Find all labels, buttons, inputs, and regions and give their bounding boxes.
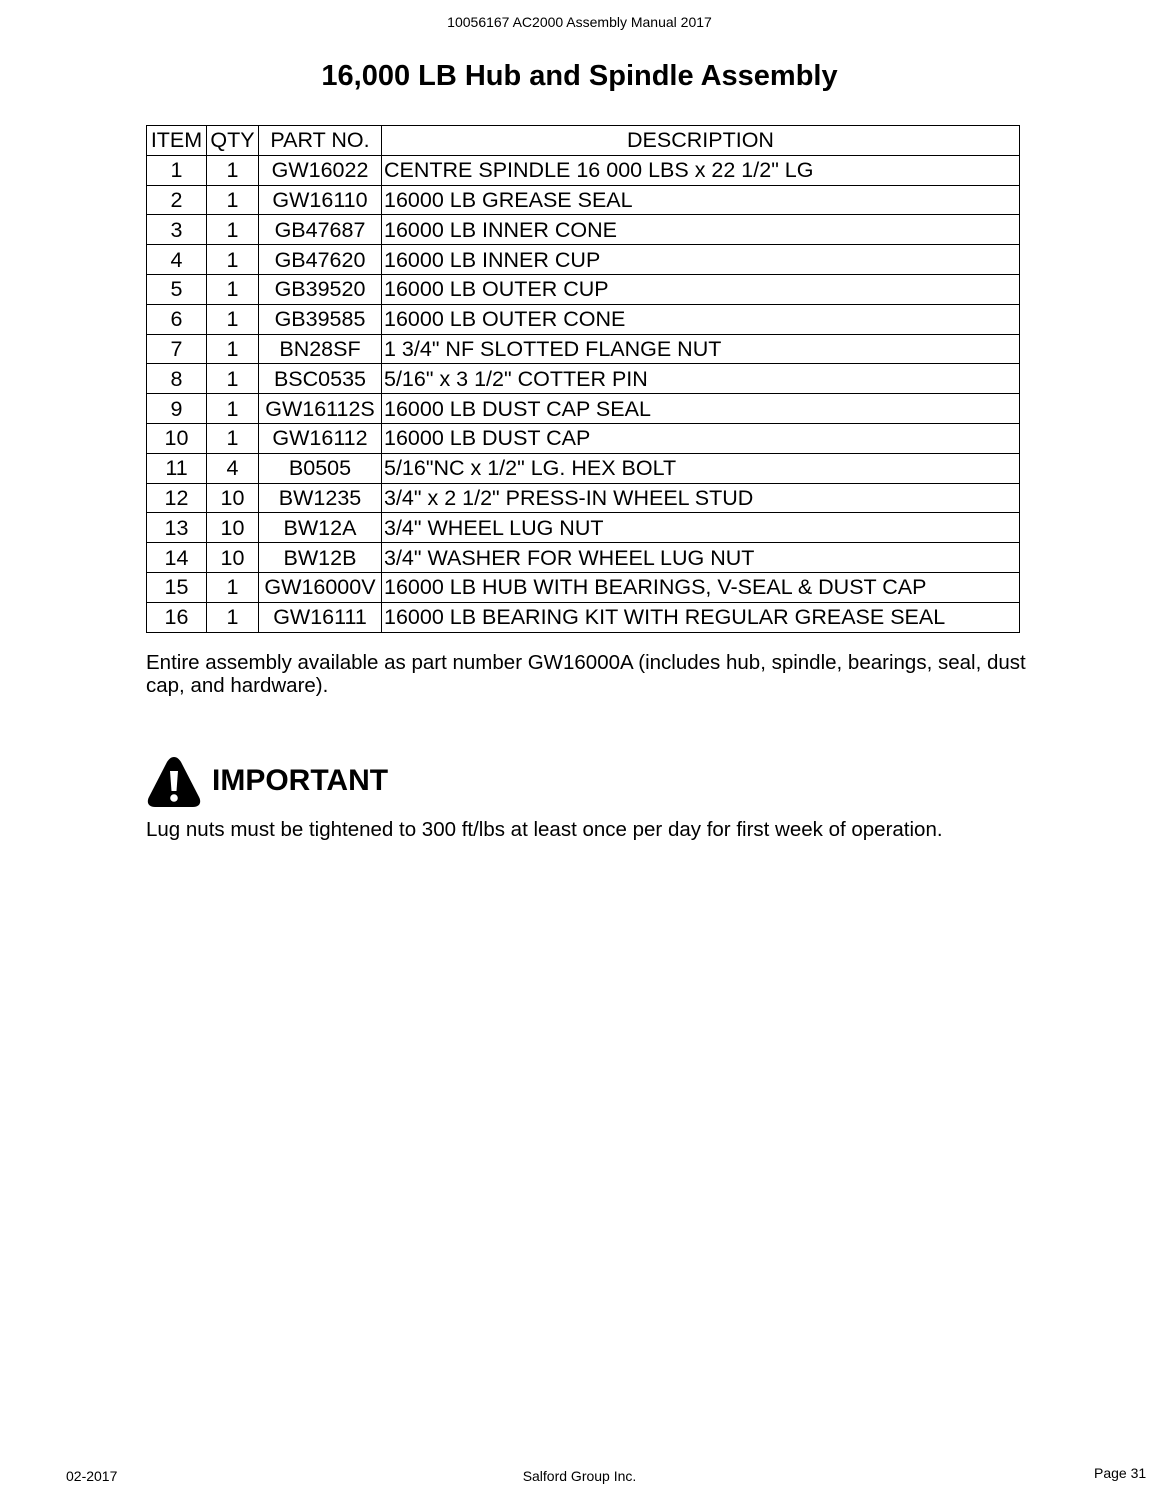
cell-description: 16000 LB INNER CUP xyxy=(382,245,1020,275)
cell-item: 9 xyxy=(147,394,207,424)
parts-table xyxy=(146,125,1020,633)
cell-qty: 1 xyxy=(207,155,259,185)
cell-part-no: GW16112S xyxy=(259,394,382,424)
cell-item: 10 xyxy=(147,423,207,453)
cell-part-no: GW16110 xyxy=(259,185,382,215)
cell-description: 3/4" x 2 1/2" PRESS-IN WHEEL STUD xyxy=(382,483,1020,513)
table-row xyxy=(147,155,1020,185)
table-row xyxy=(147,394,1020,424)
cell-item: 15 xyxy=(147,572,207,602)
column-header-qty: QTY xyxy=(207,126,259,156)
cell-description: 16000 LB BEARING KIT WITH REGULAR GREASE SEAL xyxy=(382,602,1020,632)
important-text: Lug nuts must be tightened to 300 ft/lbs at least once per day for first week of operation. xyxy=(146,818,943,841)
cell-item: 12 xyxy=(147,483,207,513)
cell-part-no: GW16112 xyxy=(259,423,382,453)
cell-item: 8 xyxy=(147,364,207,394)
column-header-part-no: PART NO. xyxy=(259,126,382,156)
cell-part-no: BN28SF xyxy=(259,334,382,364)
cell-qty: 10 xyxy=(207,483,259,513)
table-row xyxy=(147,602,1020,632)
cell-part-no: GW16111 xyxy=(259,602,382,632)
cell-description: 16000 LB DUST CAP xyxy=(382,423,1020,453)
cell-description: 5/16"NC x 1/2" LG. HEX BOLT xyxy=(382,453,1020,483)
cell-item: 5 xyxy=(147,274,207,304)
table-row xyxy=(147,215,1020,245)
cell-qty: 1 xyxy=(207,304,259,334)
cell-qty: 1 xyxy=(207,602,259,632)
cell-qty: 10 xyxy=(207,543,259,573)
cell-part-no: GB39585 xyxy=(259,304,382,334)
cell-part-no: GB47620 xyxy=(259,245,382,275)
cell-part-no: BW12A xyxy=(259,513,382,543)
cell-part-no: GW16000V xyxy=(259,572,382,602)
footer-date: 02-2017 xyxy=(66,1468,118,1484)
table-row xyxy=(147,304,1020,334)
cell-item: 7 xyxy=(147,334,207,364)
cell-item: 4 xyxy=(147,245,207,275)
cell-qty: 4 xyxy=(207,453,259,483)
document-header: 10056167 AC2000 Assembly Manual 2017 xyxy=(447,14,712,30)
cell-item: 16 xyxy=(147,602,207,632)
cell-part-no: GW16022 xyxy=(259,155,382,185)
cell-qty: 1 xyxy=(207,215,259,245)
footer-company: Salford Group Inc. xyxy=(522,1468,637,1484)
cell-part-no: BSC0535 xyxy=(259,364,382,394)
cell-description: 16000 LB HUB WITH BEARINGS, V-SEAL & DUST CAP xyxy=(382,572,1020,602)
cell-description: 16000 LB DUST CAP SEAL xyxy=(382,394,1020,424)
table-row xyxy=(147,423,1020,453)
table-row xyxy=(147,543,1020,573)
cell-description: 1 3/4" NF SLOTTED FLANGE NUT xyxy=(382,334,1020,364)
cell-qty: 1 xyxy=(207,423,259,453)
cell-qty: 1 xyxy=(207,274,259,304)
cell-item: 14 xyxy=(147,543,207,573)
footer-page-number: Page 31 xyxy=(1094,1465,1147,1481)
cell-description: 16000 LB OUTER CUP xyxy=(382,274,1020,304)
table-row xyxy=(147,274,1020,304)
cell-description: 5/16" x 3 1/2" COTTER PIN xyxy=(382,364,1020,394)
table-row xyxy=(147,572,1020,602)
cell-qty: 1 xyxy=(207,394,259,424)
column-header-item: ITEM xyxy=(147,126,207,156)
cell-item: 13 xyxy=(147,513,207,543)
cell-description: 3/4" WASHER FOR WHEEL LUG NUT xyxy=(382,543,1020,573)
cell-item: 6 xyxy=(147,304,207,334)
column-header-description: DESCRIPTION xyxy=(382,126,1020,156)
cell-description: 3/4" WHEEL LUG NUT xyxy=(382,513,1020,543)
cell-part-no: GB39520 xyxy=(259,274,382,304)
table-header-row xyxy=(147,126,1020,156)
cell-part-no: GB47687 xyxy=(259,215,382,245)
cell-qty: 1 xyxy=(207,572,259,602)
table-row xyxy=(147,364,1020,394)
table-row xyxy=(147,513,1020,543)
cell-part-no: B0505 xyxy=(259,453,382,483)
cell-qty: 1 xyxy=(207,364,259,394)
important-heading: IMPORTANT xyxy=(212,764,389,797)
cell-description: 16000 LB GREASE SEAL xyxy=(382,185,1020,215)
cell-qty: 1 xyxy=(207,334,259,364)
cell-qty: 10 xyxy=(207,513,259,543)
cell-description: 16000 LB OUTER CONE xyxy=(382,304,1020,334)
cell-item: 2 xyxy=(147,185,207,215)
table-row xyxy=(147,483,1020,513)
table-row xyxy=(147,453,1020,483)
table-row xyxy=(147,185,1020,215)
page-title: 16,000 LB Hub and Spindle Assembly xyxy=(321,60,838,92)
cell-item: 1 xyxy=(147,155,207,185)
cell-qty: 1 xyxy=(207,245,259,275)
table-row xyxy=(147,245,1020,275)
cell-qty: 1 xyxy=(207,185,259,215)
cell-description: CENTRE SPINDLE 16 000 LBS x 22 1/2" LG xyxy=(382,155,1020,185)
table-row xyxy=(147,334,1020,364)
parts-table-body xyxy=(147,155,1020,632)
cell-part-no: BW1235 xyxy=(259,483,382,513)
cell-item: 3 xyxy=(147,215,207,245)
cell-part-no: BW12B xyxy=(259,543,382,573)
assembly-note: Entire assembly available as part number GW16000A (includes hub, spindle, bearings, seal, dust cap, and hardware). xyxy=(146,651,1026,697)
cell-item: 11 xyxy=(147,453,207,483)
warning-icon xyxy=(146,755,202,809)
cell-description: 16000 LB INNER CONE xyxy=(382,215,1020,245)
